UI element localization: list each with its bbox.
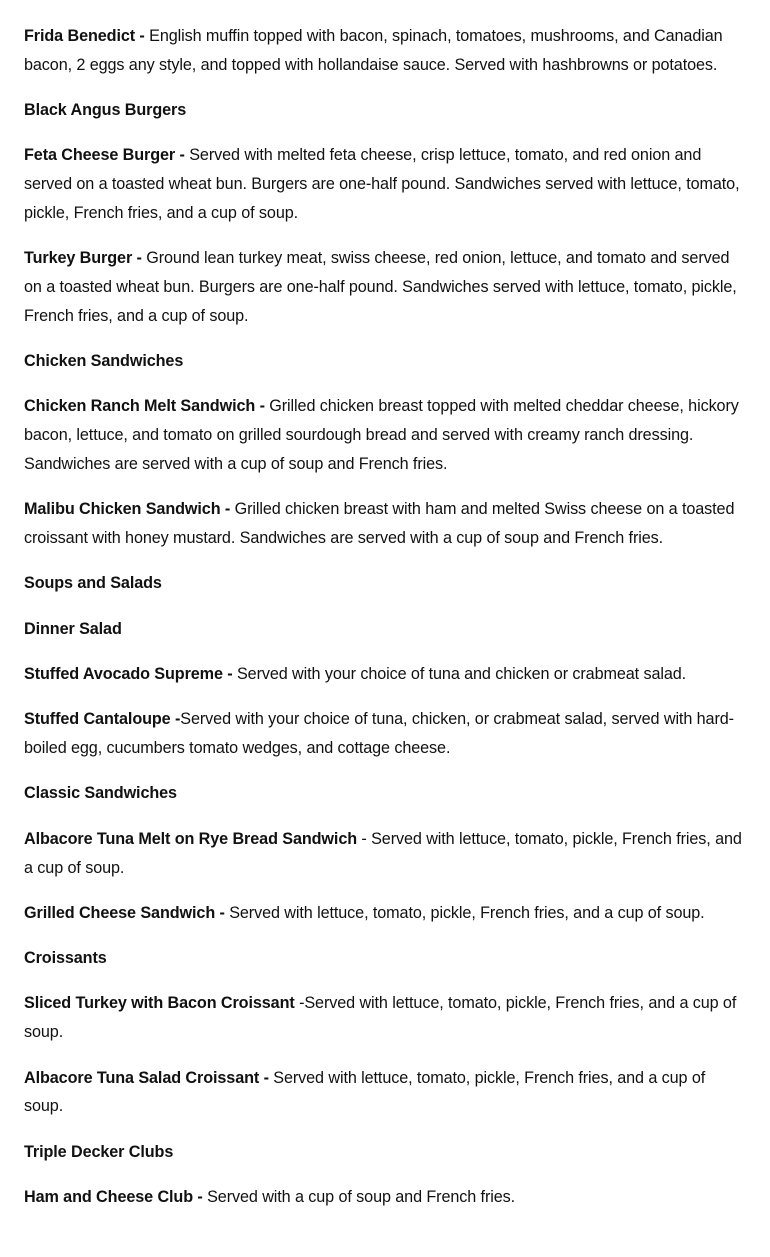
item-name: Grilled Cheese Sandwich -	[24, 903, 230, 922]
item-description: Served with lettuce, tomato, pickle, French fries, and a cup of soup.	[229, 903, 705, 922]
menu-item-albacore-tuna-croissant	[24, 1064, 746, 1122]
item-name: Malibu Chicken Sandwich -	[24, 500, 235, 519]
menu-item-frida-benedict	[24, 22, 746, 80]
item-description: Grilled chicken breast topped with melted cheddar cheese, hickory bacon, lettuce, and tomato on grilled sourdough bread and served with creamy ranch dressing. Sandwiches are served with a cup of soup and French fries.	[24, 397, 739, 474]
item-description: - Served with lettuce, tomato, pickle, French fries, and a cup of soup.	[24, 829, 742, 877]
item-description: English muffin topped with bacon, spinach, tomatoes, mushrooms, and Canadian bacon, 2 eggs any style, and topped with hollandaise sauce. Served with hashbrowns or potatoes.	[24, 27, 723, 74]
item-description: -Served with lettuce, tomato, pickle, French fries, and a cup of soup.	[24, 994, 737, 1042]
menu-item-malibu-chicken	[24, 495, 746, 553]
section-heading-croissants: Croissants	[24, 949, 107, 968]
section-heading-triple-decker-clubs: Triple Decker Clubs	[24, 1142, 174, 1161]
section-heading-dinner-salad: Dinner Salad	[24, 619, 122, 638]
item-name: Sliced Turkey with Bacon Croissant	[24, 994, 295, 1013]
item-name: Albacore Tuna Melt on Rye Bread Sandwich	[24, 829, 358, 848]
item-description: Grilled chicken breast with ham and melted Swiss cheese on a toasted croissant with honey mustard. Sandwiches are served with a cup of soup and French fries.	[24, 500, 735, 548]
menu-item-stuffed-avocado	[24, 660, 746, 689]
item-name: Chicken Ranch Melt Sandwich -	[24, 397, 270, 416]
menu-item-stuffed-cantaloupe	[24, 705, 746, 763]
item-description: Served with lettuce, tomato, pickle, French fries, and a cup of soup.	[24, 1068, 706, 1116]
item-name: Ham and Cheese Club -	[24, 1187, 208, 1206]
section-heading-classic-sandwiches: Classic Sandwiches	[24, 784, 177, 803]
section-heading-soups-and-salads: Soups and Salads	[24, 574, 162, 593]
item-name: Feta Cheese Burger -	[24, 146, 190, 165]
menu-item-turkey-burger	[24, 244, 746, 330]
section-heading-chicken-sandwiches: Chicken Sandwiches	[24, 352, 184, 371]
menu-item-chicken-ranch-melt	[24, 392, 746, 478]
item-name: Albacore Tuna Salad Croissant -	[24, 1068, 274, 1087]
menu-item-grilled-cheese	[24, 899, 746, 928]
item-description: Ground lean turkey meat, swiss cheese, red onion, lettuce, and tomato and served on a toasted wheat bun. Burgers are one-half pound. Sandwiches served with lettuce, tomato, pickle, French fries, and a cup of soup.	[24, 249, 737, 325]
menu-item-albacore-tuna-melt	[24, 825, 746, 883]
section-heading-black-angus-burgers: Black Angus Burgers	[24, 101, 187, 120]
item-description: Served with melted feta cheese, crisp lettuce, tomato, and red onion and served on a toasted wheat bun. Burgers are one-half pound. Sandwiches served with lettuce, tomato, pickle, French fries, and a cup of soup.	[24, 146, 740, 222]
item-description: Served with your choice of tuna and chicken or crabmeat salad.	[236, 665, 687, 684]
menu-item-sliced-turkey-croissant	[24, 989, 746, 1047]
item-name: Stuffed Cantaloupe -	[24, 710, 181, 729]
item-description: Served with a cup of soup and French fries.	[207, 1187, 516, 1206]
item-name: Stuffed Avocado Supreme -	[24, 665, 237, 684]
item-name: Turkey Burger -	[24, 249, 147, 268]
item-name: Frida Benedict -	[24, 27, 150, 45]
menu-item-ham-and-cheese-club	[24, 1183, 746, 1212]
menu-item-feta-cheese-burger	[24, 141, 746, 227]
item-description: Served with your choice of tuna, chicken, or crabmeat salad, served with hard-boiled egg, cucumbers tomato wedges, and cottage cheese.	[24, 710, 734, 758]
